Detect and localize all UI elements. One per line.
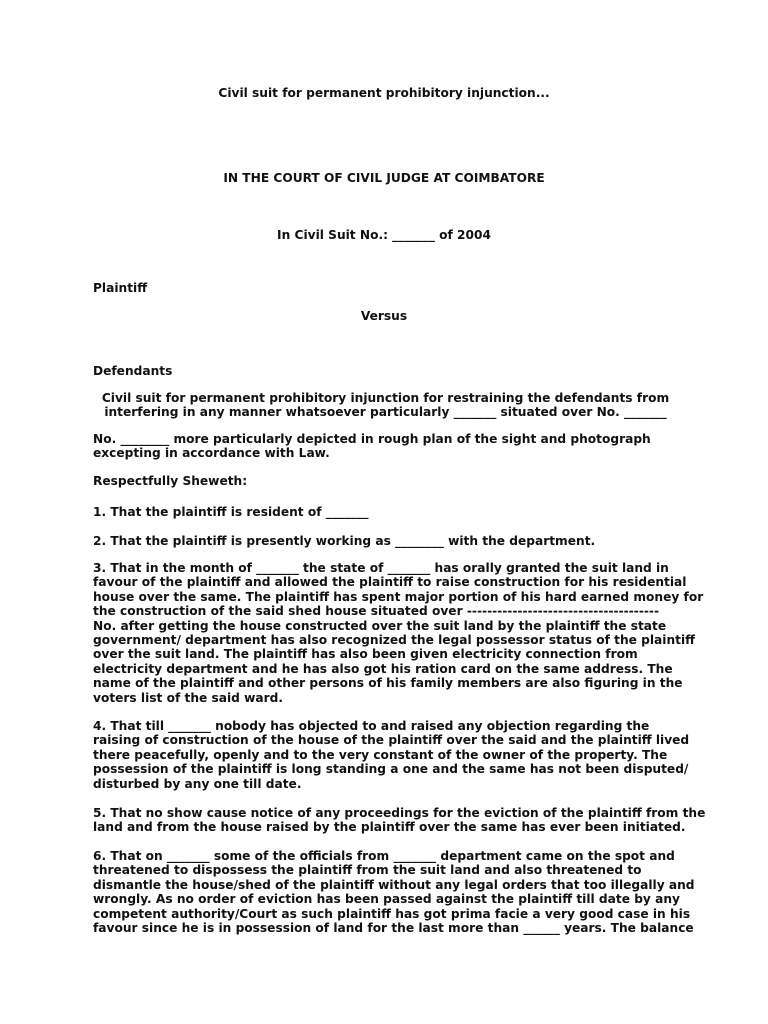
court-heading: IN THE COURT OF CIVIL JUDGE AT COIMBATORE bbox=[223, 171, 545, 185]
property-description-line: No. ________ more particularly depicted in rough plan of the sight and photograph bbox=[93, 432, 651, 446]
respectfully-sheweth: Respectfully Sheweth: bbox=[93, 474, 248, 488]
paragraph-line: there peacefully, openly and to the very constant of the owner of the property. The bbox=[93, 747, 668, 762]
paragraph-1: 1. That the plaintiff is resident of _______ bbox=[93, 505, 369, 519]
paragraph-line: electricity department and he has also got his ration card on the same address. The bbox=[93, 661, 673, 676]
versus-label: Versus bbox=[360, 309, 408, 323]
paragraph-line: 4. That till _______ nobody has objected to and raised any objection regarding the bbox=[93, 719, 650, 733]
paragraph-line: raising of construction of the house of the plaintiff over the said and the plaintiff lived bbox=[93, 733, 690, 748]
paragraph-line: favour since he is in possession of land for the last more than ______ years. The balance bbox=[93, 921, 694, 936]
suit-intro-line: interfering in any manner whatsoever particularly _______ situated over No. _______ bbox=[104, 405, 667, 420]
paragraph-line: house over the same. The plaintiff has spent major portion of his hard earned money for bbox=[93, 589, 704, 604]
paragraph-line: possession of the plaintiff is long standing a one and the same has not been disputed/ bbox=[93, 762, 689, 777]
paragraph-4 bbox=[93, 719, 690, 791]
paragraph-line: favour of the plaintiff and allowed the plaintiff to raise construction for his residential bbox=[93, 575, 687, 590]
suit-intro-line: Civil suit for permanent prohibitory injunction for restraining the defendants from bbox=[101, 391, 670, 405]
paragraph-line: threatened to dispossess the plaintiff from the suit land and also threatened to bbox=[93, 863, 642, 878]
paragraph-3 bbox=[93, 561, 704, 705]
paragraph-line: 6. That on _______ some of the officials from _______ department came on the spot and bbox=[93, 849, 675, 863]
paragraph-line: dismantle the house/shed of the plaintiff without any legal orders that too illegally and bbox=[93, 877, 695, 892]
paragraph-5 bbox=[93, 806, 706, 835]
property-description-line: excepting in accordance with Law. bbox=[93, 446, 330, 461]
paragraph-line: the construction of the said shed house situated over -------------------------------------- bbox=[93, 604, 660, 619]
paragraph-line: wrongly. As no order of eviction has been passed against the plaintiff till date by any bbox=[93, 892, 680, 907]
paragraph-6 bbox=[93, 849, 695, 936]
suit-number: In Civil Suit No.: _______ of 2004 bbox=[277, 228, 491, 242]
document-title: Civil suit for permanent prohibitory injunction... bbox=[218, 86, 550, 100]
paragraph-line: over the suit land. The plaintiff has also been given electricity connection from bbox=[93, 647, 638, 662]
plaintiff-label: Plaintiff bbox=[93, 281, 148, 295]
paragraph-line: land and from the house raised by the plaintiff over the same has ever been initiated. bbox=[93, 820, 686, 835]
paragraph-line: name of the plaintiff and other persons of his family members are also figuring in the bbox=[93, 676, 683, 691]
paragraph-2: 2. That the plaintiff is presently working as ________ with the department. bbox=[93, 534, 596, 548]
paragraph-line: disturbed by any one till date. bbox=[93, 776, 302, 791]
paragraph-line: government/ department has also recognized the legal possessor status of the plaintiff bbox=[93, 633, 696, 648]
defendants-label: Defendants bbox=[93, 364, 173, 378]
paragraph-line: No. after getting the house constructed over the suit land by the plaintiff the state bbox=[93, 618, 667, 633]
paragraph-line: 3. That in the month of _______ the state of _______ has orally granted the suit land in bbox=[93, 561, 669, 575]
paragraph-line: competent authority/Court as such plaintiff has got prima facie a very good case in his bbox=[93, 906, 691, 921]
paragraph-line: voters list of the said ward. bbox=[93, 690, 283, 705]
paragraph-line: 5. That no show cause notice of any proceedings for the eviction of the plaintiff from the bbox=[93, 806, 706, 820]
property-description bbox=[93, 432, 678, 461]
suit-intro bbox=[93, 391, 678, 420]
